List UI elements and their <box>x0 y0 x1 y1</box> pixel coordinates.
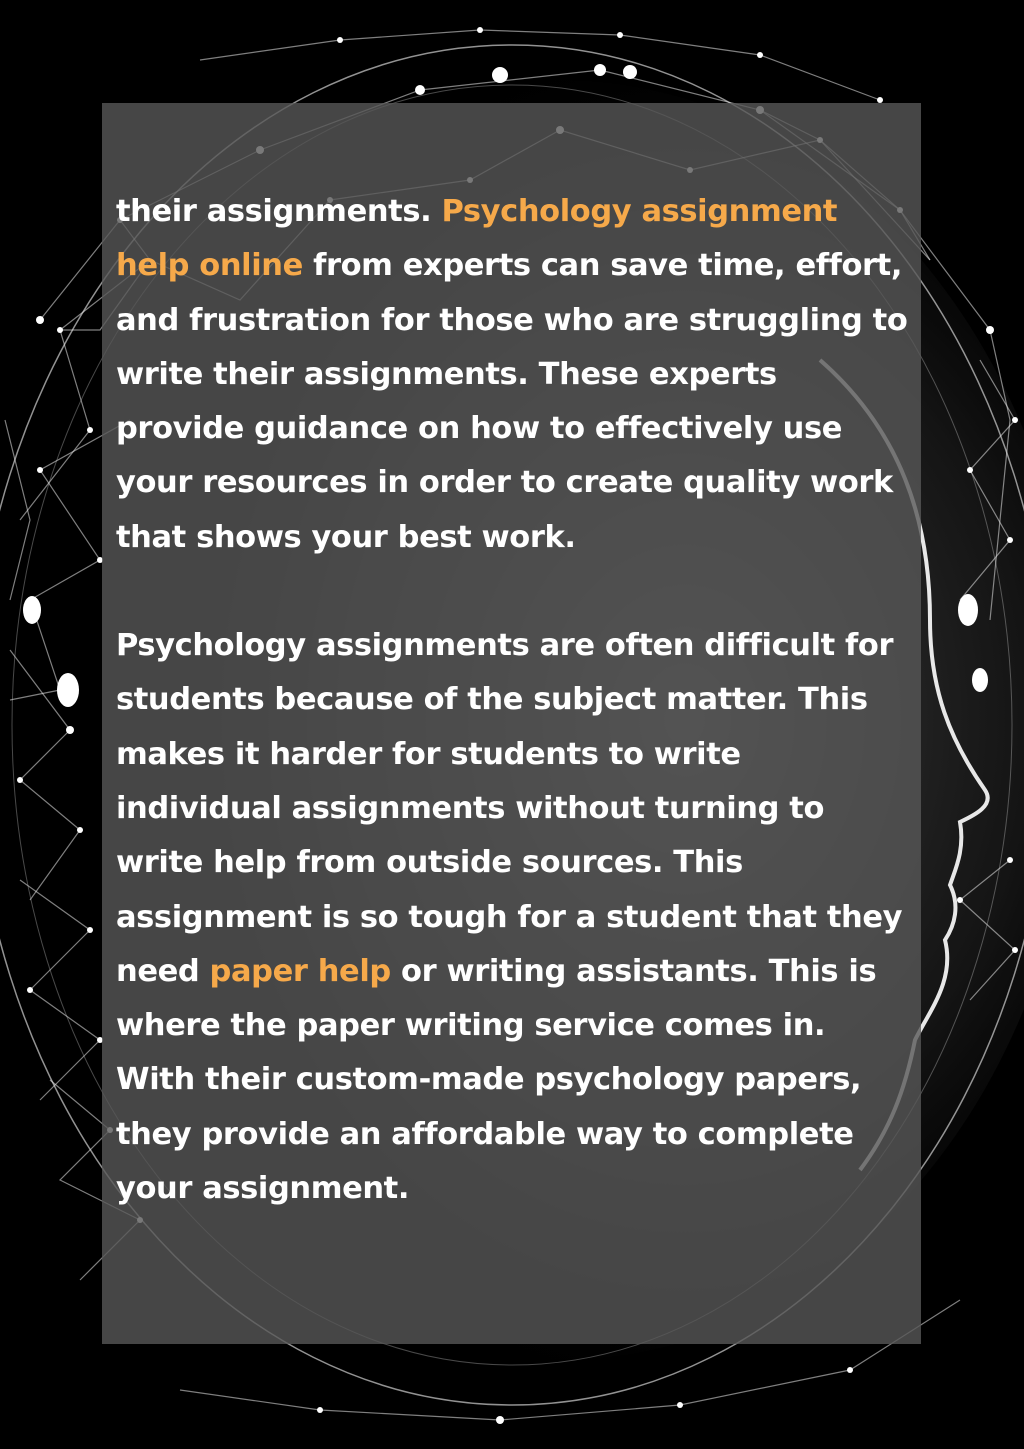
paragraph-2 <box>116 619 908 1216</box>
paragraph-2-rest: or writing assistants. This is where the paper writing service comes in. With their custom-made psychology papers, they provide an affordable way to complete your assignment. <box>116 953 877 1207</box>
article-body <box>116 185 908 1216</box>
paragraph-1 <box>116 185 908 565</box>
paragraph-1-lead: their assignments. <box>116 194 442 229</box>
paper-help-link[interactable]: paper help <box>209 953 391 989</box>
paragraph-2-lead: Psychology assignments are often difficult for students because of the subject matter. This makes it harder for students to write individual assignments without turning to write help from outside sources. This assignment is so tough for a student that they need <box>116 628 903 989</box>
paragraph-1-rest: from experts can save time, effort, and frustration for those who are struggling to write their assignments. These experts provide guidance on how to effectively use your resources in order to create quality work that shows your best work. <box>116 248 908 555</box>
psychology-assignment-help-link[interactable]: Psychology assignment help online <box>116 194 838 284</box>
